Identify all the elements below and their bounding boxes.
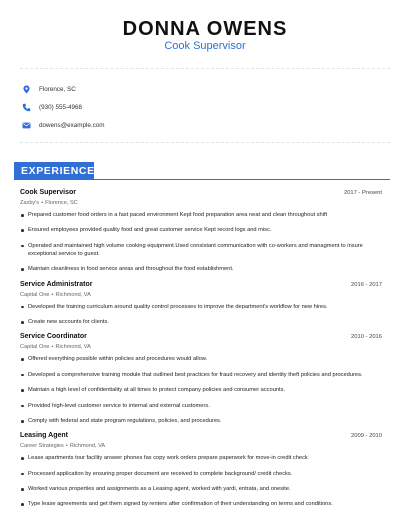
candidate-name: DONNA OWENS [122,18,288,40]
experience-list [20,189,382,516]
job-dates: 2009 - 2010 [351,433,382,440]
job-bullet: Create new accounts for clients. [20,318,382,326]
job-bullet: Maintain a high level of confidentiality at all times to protect company policies and consumer accounts. [20,386,382,394]
contact-divider [20,142,390,143]
experience-section-heading: EXPERIENCE [14,162,94,180]
job-entry: Service Coordinator 2010 - 2016 Capital One • Richmond, VA Offered everything possible within policies and procedures would allow. Developed a comprehensive training module that outlined best practices for fraud recovery and identity theft policies and procedures. Maintain a high level of confidentiality at all times to protect company policies and consumer accounts. Provided high-level customer service to internal and external customers. Comply with federal and state program regulations, policies, and procedures. [20,333,382,424]
job-dates: 2017 - Present [343,190,382,196]
location-pin-icon [22,85,31,94]
job-bullet: Worked various properties and assignments as a Leasing agent, worked with yardi, entrata, and onesite. [20,485,382,493]
job-title: Service Administrator [20,280,93,288]
job-bullet: Processed application by ensuring proper document are received to complete background/ credit checks. [20,470,382,478]
job-bullets [20,355,382,425]
job-bullet: Operated and maintained high volume cooking equipment.Used consistant communication with co-workers and managment to insure exceptional service to guest. [20,242,382,258]
contact-email-text[interactable]: dowens@example.com [39,121,105,129]
job-location: Richmond, VA [55,344,91,351]
job-bullet: Prepared customer food orders in a fast paced environment Kept food preparation area neat and clean throughout shift [20,211,382,219]
job-bullet: Lease apartments tour facility answer phones fax copy work orders prepare paperwork for move-in credit check [20,454,382,462]
job-bullet: Provided high-level customer service to internal and external customers. [20,402,382,410]
job-location: Richmond, VA [69,443,106,450]
job-company: Zaxby's [20,200,40,206]
email-icon [22,121,31,130]
job-bullets [20,303,382,326]
job-entry: Cook Supervisor 2017 - Present Zaxby's • Florence, SC Prepared customer food orders in a fast paced environment Kept food preparation area neat and clean throughout shift Ensured employees provided quality food and great customer service Kept record logs and misc. Operated and maintained high volume cooking equipment.Used consistant communication with co-workers and managment to insure exceptional service to guest. Maintain cleanliness in food service areas and throughout the food establishment. [20,189,382,273]
job-bullet: Comply with federal and state program regulations, policies, and procedures. [20,417,382,425]
job-bullet: Offered everything possible within policies and procedures would allow. [20,355,382,363]
job-bullets [20,454,382,508]
job-title: Service Coordinator [20,333,87,341]
contact-location-text: Florence, SC [39,85,76,93]
job-title: Leasing Agent [20,432,68,440]
job-bullets [20,211,382,273]
job-bullet: Maintain cleanliness in food service areas and throughout the food establishment. [20,265,382,273]
job-bullet: Developed the training curriculum around quality control processes to improve the department's workflow for new hires. [20,303,382,311]
job-dates: 2010 - 2016 [351,334,382,341]
contact-location [22,83,76,95]
contact-phone [22,101,82,113]
job-bullet: Ensured employees provided quality food and great customer service Kept record logs and misc. [20,226,382,234]
job-title-headline: Cook Supervisor [164,40,246,52]
job-entry: Service Administrator 2016 - 2017 Capital One • Richmond, VA Developed the training curriculum around quality control processes to improve the department's workflow for new hires. Create new accounts for clients. [20,280,382,325]
job-location: Richmond, VA [55,291,91,298]
contact-phone-text: (930) 555-4968 [39,103,83,111]
job-title: Cook Supervisor [20,189,77,196]
job-company: Capital One [20,344,50,351]
contact-email[interactable] [22,119,105,131]
header-divider [20,68,390,69]
job-bullet: Developed a comprehensive training module that outlined best practices for fraud recovery and identity theft policies and procedures. [20,371,382,379]
job-company: Career Strategies [20,443,64,450]
job-dates: 2016 - 2017 [351,281,382,288]
job-entry: Leasing Agent 2009 - 2010 Career Strategies • Richmond, VA Lease apartments tour facility answer phones fax copy work orders prepare paperwork for move-in credit check Processed application by ensuring proper document are received to complete background/ credit checks. Worked various properties and assignments as a Leasing agent, worked with yardi, entrata, and onesite. Type lease agreements and get them signed by renters after confirmation of their understanding on terms and conditions. [20,432,382,508]
section-rule [94,179,390,180]
job-bullet: Type lease agreements and get them signed by renters after confirmation of their understanding on terms and conditions. [20,500,382,508]
job-company: Capital One [20,291,50,298]
job-location: Florence, SC [45,200,78,206]
phone-icon [22,103,31,112]
